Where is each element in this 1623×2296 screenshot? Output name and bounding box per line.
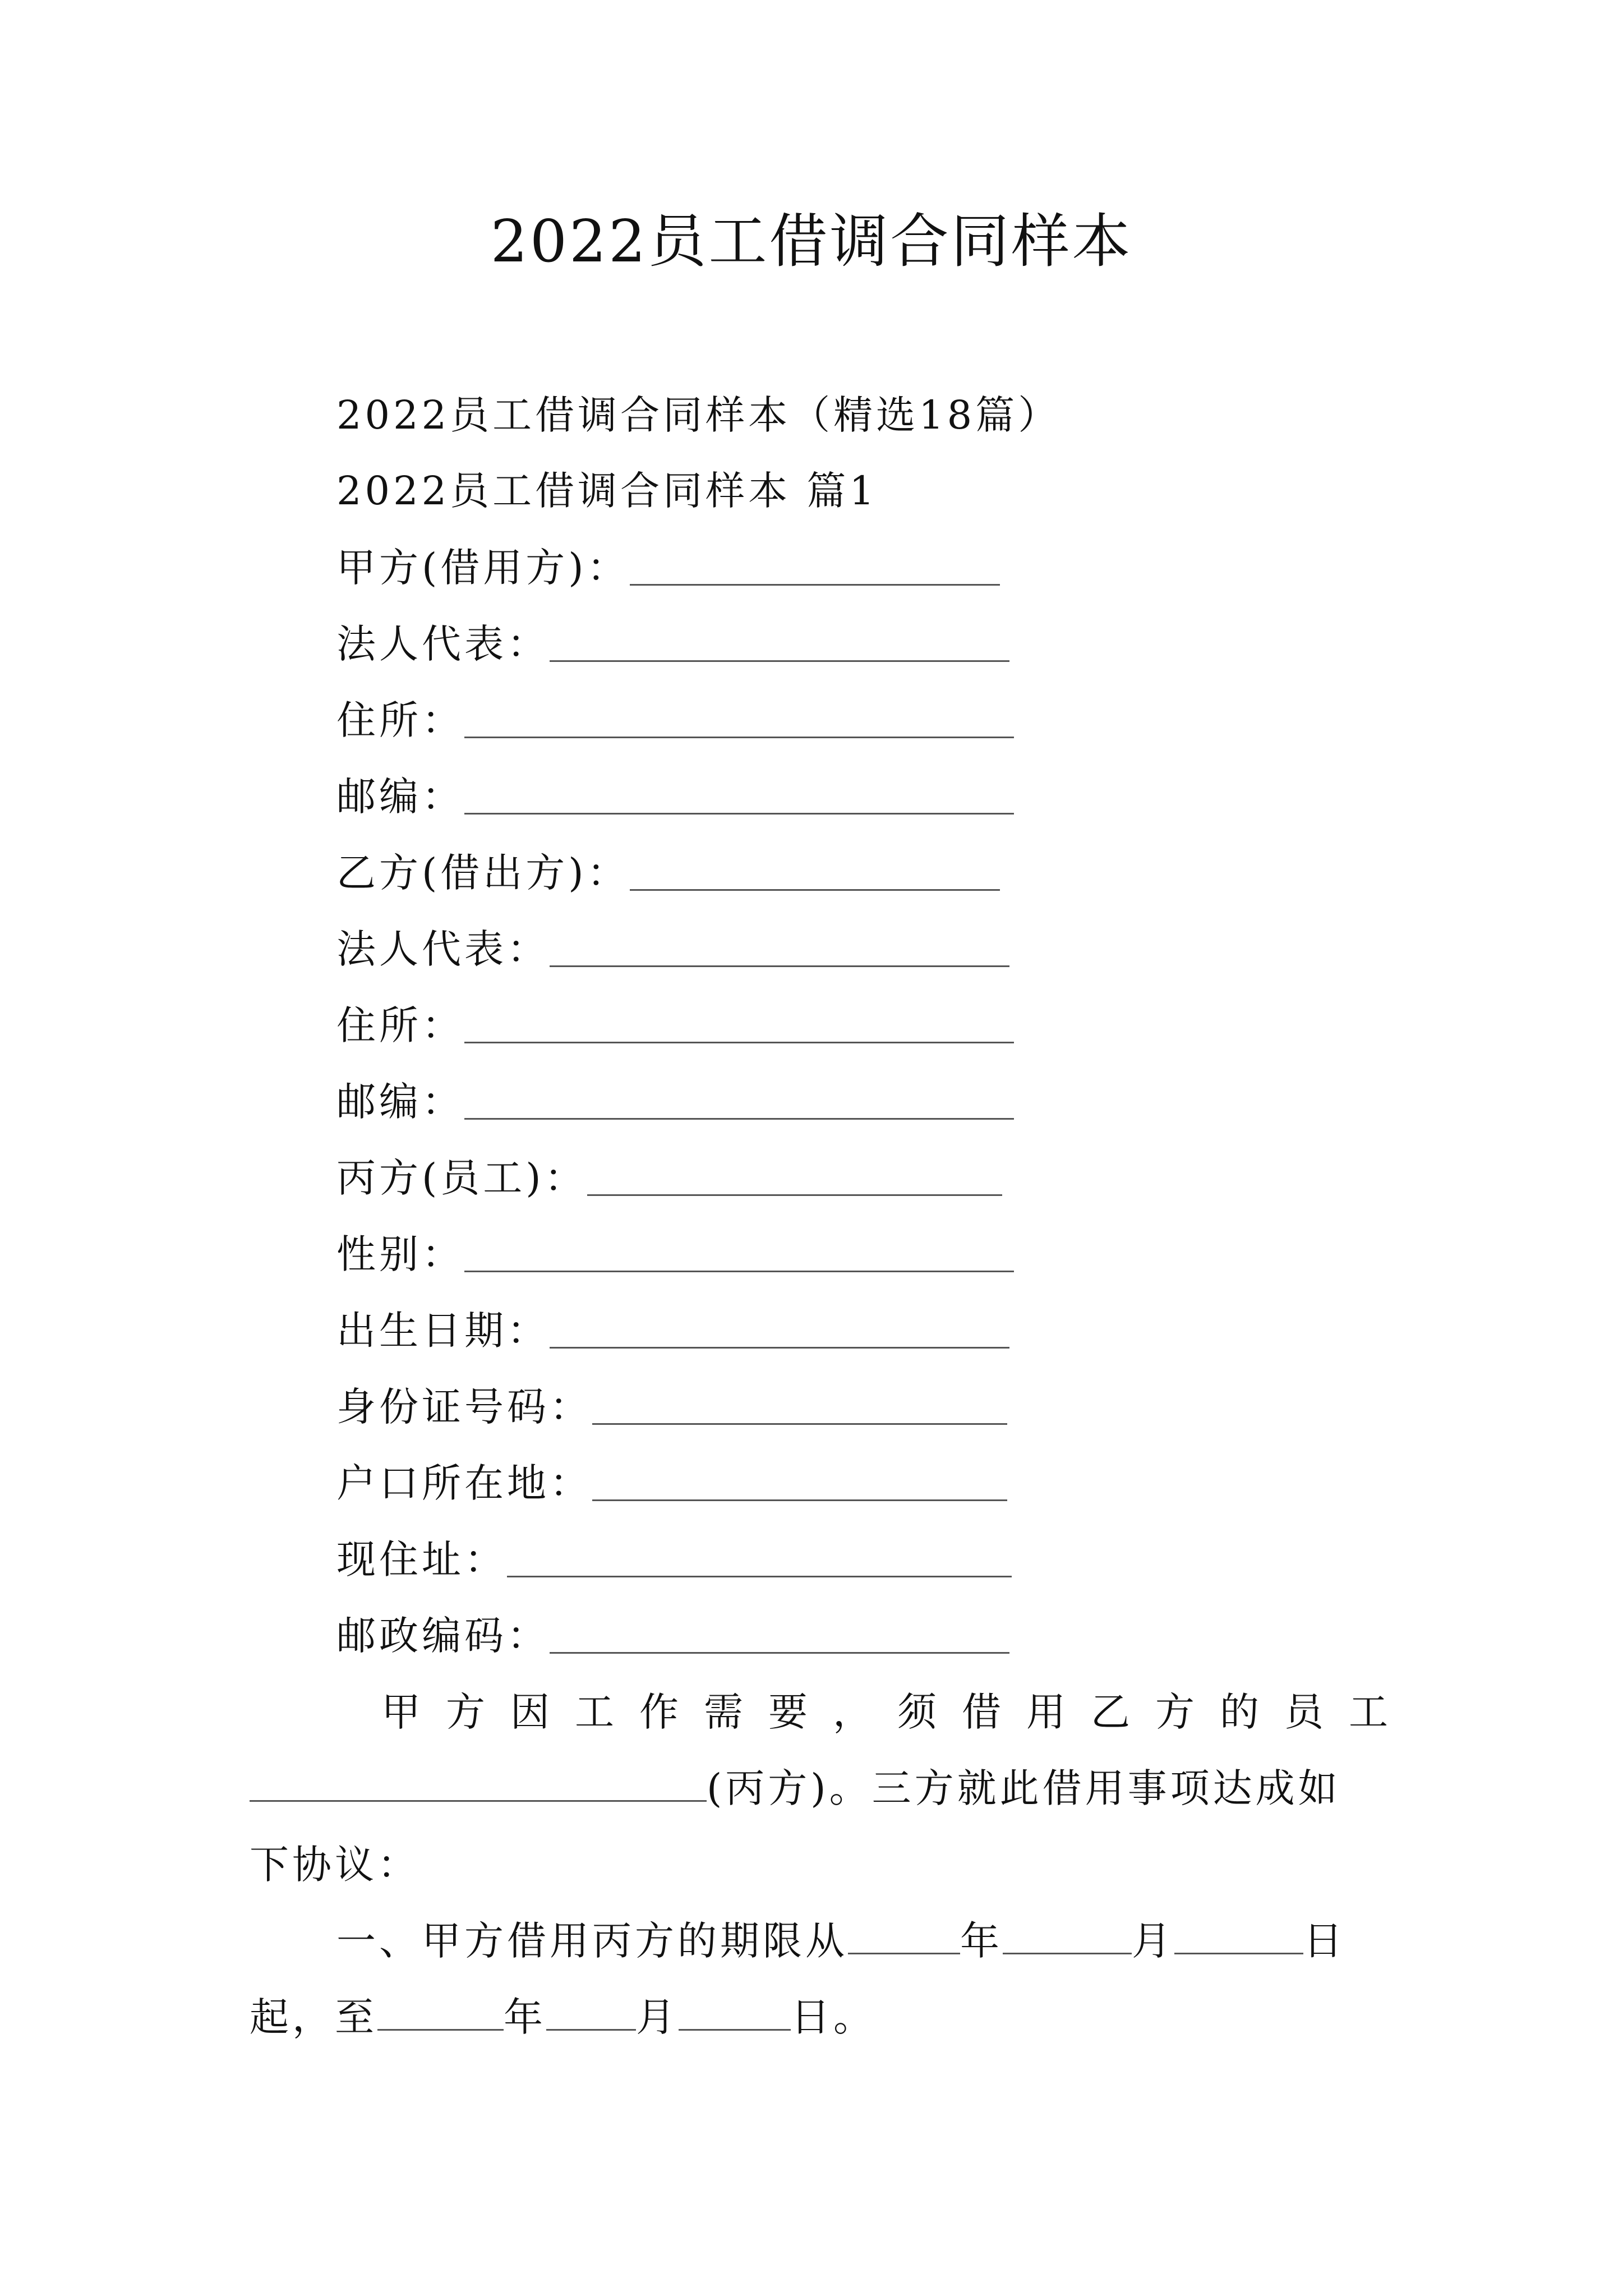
fill-in-blank[interactable]: [464, 1042, 1014, 1043]
field-label: 甲方(借用方)：: [336, 545, 630, 591]
field-label: 出生日期：: [336, 1308, 550, 1354]
clause-text: 日。: [791, 1994, 876, 2040]
char: 方: [1155, 1689, 1195, 1735]
fill-in-blank[interactable]: [1174, 1919, 1303, 1954]
document-title: 2022员工借调合同样本: [490, 207, 1133, 275]
field-row: [336, 1455, 1007, 1511]
field-label: 身份证号码：: [336, 1384, 592, 1430]
clause-text: 起，至: [250, 1994, 377, 2040]
fill-in-blank[interactable]: [464, 1271, 1014, 1272]
fill-in-blank[interactable]: [546, 1995, 636, 2031]
document-subtitle: 2022员工借调合同样本（精选18篇）: [336, 392, 1061, 438]
fill-in-blank[interactable]: [630, 584, 1000, 586]
char: 须: [897, 1689, 937, 1735]
field-row: [336, 1608, 1009, 1664]
char: 因: [510, 1689, 550, 1735]
char: 员: [1284, 1689, 1324, 1735]
char: 甲: [381, 1689, 421, 1735]
field-row: [336, 1074, 1014, 1130]
field-label: 邮政编码：: [336, 1613, 550, 1659]
field-row: [336, 921, 1009, 977]
field-label: 乙方(借出方)：: [336, 850, 630, 896]
field-label: 丙方(员工)：: [336, 1155, 587, 1201]
fill-in-blank[interactable]: [592, 1423, 1007, 1425]
fill-in-blank[interactable]: [464, 737, 1014, 738]
field-row: [336, 616, 1009, 672]
char: 作: [639, 1689, 679, 1735]
char: 工: [1349, 1689, 1388, 1735]
fill-in-blank[interactable]: [550, 1652, 1009, 1654]
clause-text: 一、甲方借用丙方的期限从: [336, 1918, 848, 1964]
section-heading: 2022员工借调合同样本 篇1: [336, 468, 878, 514]
field-row: [336, 1150, 1002, 1206]
paragraph-line: [250, 1760, 1341, 1816]
char: 乙: [1091, 1689, 1130, 1735]
fill-in-blank[interactable]: [464, 1118, 1014, 1120]
field-row: [336, 540, 1000, 596]
fill-in-blank[interactable]: [550, 660, 1009, 662]
clause-text: 月: [1132, 1918, 1174, 1964]
fill-in-blank[interactable]: [464, 813, 1014, 815]
field-row: [336, 1226, 1014, 1282]
char: 需: [704, 1689, 743, 1735]
fill-in-blank[interactable]: [507, 1576, 1012, 1577]
field-row: [336, 692, 1014, 748]
fill-in-blank[interactable]: [587, 1194, 1002, 1196]
field-label: 邮编：: [336, 774, 464, 820]
fill-in-blank[interactable]: [592, 1499, 1007, 1501]
clause-text: 日: [1303, 1918, 1346, 1964]
field-label: 户口所在地：: [336, 1460, 592, 1506]
fill-in-blank[interactable]: [630, 889, 1000, 891]
field-label: 性别：: [336, 1231, 464, 1277]
paragraph-line: [381, 1684, 1388, 1740]
char: 用: [1026, 1689, 1066, 1735]
field-label: 现住址：: [336, 1536, 507, 1582]
char: 借: [962, 1689, 1001, 1735]
fill-in-blank[interactable]: [848, 1919, 960, 1954]
field-row: [336, 1303, 1009, 1359]
clause-text: 月: [636, 1994, 679, 2040]
paragraph-text: (丙方)。三方就此借用事项达成如: [707, 1765, 1341, 1811]
clause-line: [250, 1989, 876, 2045]
field-label: 邮编：: [336, 1079, 464, 1125]
fill-in-blank[interactable]: [550, 1347, 1009, 1349]
clause-line: [336, 1913, 1346, 1969]
field-label: 住所：: [336, 697, 464, 743]
field-row: [336, 845, 1000, 901]
fill-in-blank[interactable]: [250, 1766, 707, 1802]
fill-in-blank[interactable]: [679, 1995, 791, 2031]
clause-text: 年: [504, 1994, 546, 2040]
field-row: [336, 1531, 1012, 1588]
field-row: [336, 997, 1014, 1053]
clause-text: 年: [960, 1918, 1003, 1964]
fill-in-blank[interactable]: [550, 965, 1009, 967]
field-label: 法人代表：: [336, 621, 550, 667]
char: 的: [1220, 1689, 1259, 1735]
paragraph-line: 下协议：: [250, 1842, 420, 1888]
field-label: 住所：: [336, 1002, 464, 1048]
field-row: [336, 1379, 1007, 1435]
field-row: [336, 769, 1014, 825]
char: 工: [575, 1689, 614, 1735]
fill-in-blank[interactable]: [1003, 1919, 1132, 1954]
field-label: 法人代表：: [336, 926, 550, 972]
char: ，: [833, 1689, 872, 1735]
fill-in-blank[interactable]: [377, 1995, 504, 2031]
char: 方: [446, 1689, 485, 1735]
char: 要: [768, 1689, 808, 1735]
